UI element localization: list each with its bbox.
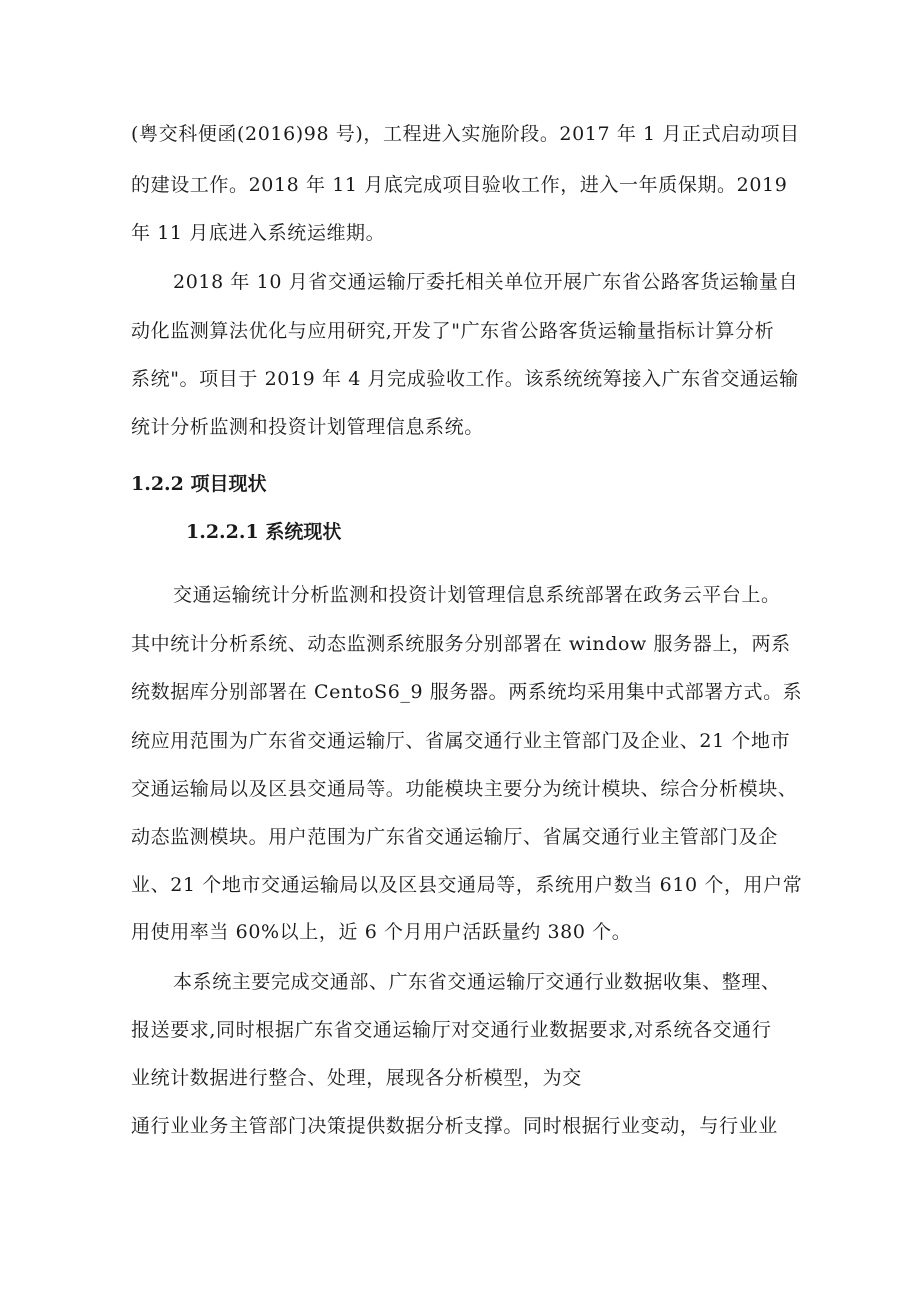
text-line: 通行业业务主管部门决策提供数据分析支撑。同时根据行业变动，与行业业 (131, 1115, 778, 1137)
text-line: 统应用范围为广东省交通运输厅、省属交通行业主管部门及企业、21 个地市 (131, 730, 791, 752)
text-line: 统计分析监测和投资计划管理信息系统。 (131, 416, 484, 438)
text-line: (粤交科便函(2016)98 号)，工程进入实施阶段。2017 年 1 月正式启动项目 (131, 123, 800, 145)
text-line: 动态监测模块。用户范围为广东省交通运输厅、省属交通行业主管部门及企 (131, 826, 778, 848)
text-line: 统数据库分别部署在 CentoS6_9 服务器。两系统均采用集中式部署方式。系 (131, 681, 803, 703)
text-line: 报送要求,同时根据广东省交通运输厅对交通行业数据要求,对系统各交通行 (131, 1019, 772, 1041)
section-title: 项目现状 (190, 473, 267, 495)
subsection-title: 系统现状 (265, 521, 342, 543)
subsection-number: 1.2.2.1 (186, 521, 259, 543)
text-line: 业、21 个地市交通运输局以及区县交通局等，系统用户数当 610 个，用户常 (131, 874, 803, 896)
text-line: 动化监测算法优化与应用研究,开发了"广东省公路客货运输量指标计算分析 (131, 320, 775, 342)
text-line: 2018 年 10 月省交通运输厅委托相关单位开展广东省公路客货运输量自 (173, 271, 799, 293)
text-line: 本系统主要完成交通部、广东省交通运输厅交通行业数据收集、整理、 (173, 971, 781, 993)
text-line: 的建设工作。2018 年 11 月底完成项目验收工作，进入一年质保期。2019 (131, 174, 788, 196)
section-number: 1.2.2 (131, 473, 184, 495)
text-line: 其中统计分析系统、动态监测系统服务分别部署在 window 服务器上，两系 (131, 633, 791, 655)
text-line: 系统"。项目于 2019 年 4 月完成验收工作。该系统统筹接入广东省交通运输 (131, 368, 799, 390)
text-line: 交通运输统计分析监测和投资计划管理信息系统部署在政务云平台上。 (173, 584, 781, 606)
text-line: 交通运输局以及区县交通局等。功能模块主要分为统计模块、综合分析模块、 (131, 778, 798, 800)
subsection-heading (186, 517, 341, 544)
section-heading (131, 469, 267, 496)
text-line: 业统计数据进行整合、处理，展现各分析模型，为交 (131, 1067, 582, 1089)
text-line: 年 11 月底进入系统运维期。 (131, 222, 386, 244)
text-line: 用使用率当 60%以上，近 6 个月用户活跃量约 380 个。 (131, 921, 632, 943)
